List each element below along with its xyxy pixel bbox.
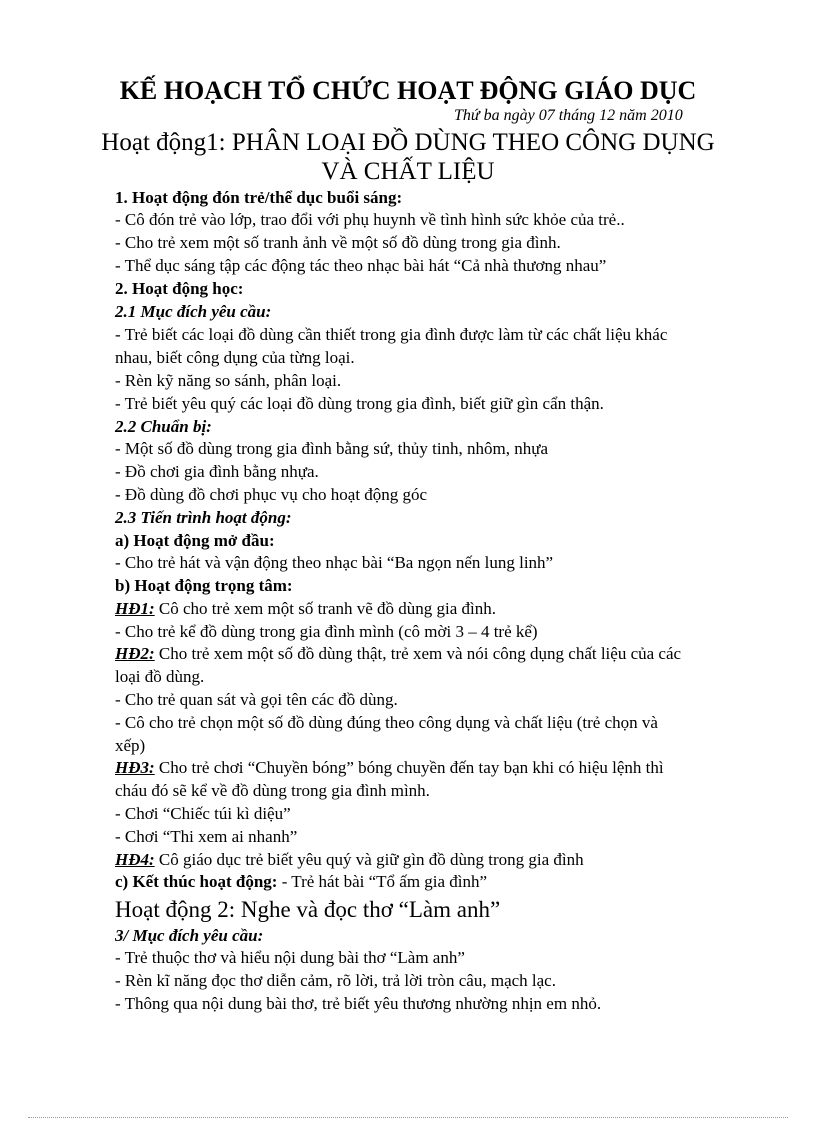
hd1-label: HĐ1: bbox=[115, 599, 155, 618]
activity1-title-line1: Hoạt động1: PHÂN LOẠI ĐỒ DÙNG THEO CÔNG DỤNG bbox=[101, 129, 715, 156]
section3-line: - Trẻ thuộc thơ và hiểu nội dung bài thơ “Làm anh” bbox=[115, 948, 465, 967]
section2-heading: 2. Hoạt động học: bbox=[115, 279, 244, 298]
document-title: KẾ HOẠCH TỔ CHỨC HOẠT ĐỘNG GIÁO DỤC bbox=[119, 76, 697, 105]
section22-heading: 2.2 Chuẩn bị: bbox=[115, 417, 212, 436]
section23-heading: 2.3 Tiến trình hoạt động: bbox=[115, 508, 292, 527]
activity2-title: Hoạt động 2: Nghe và đọc thơ “Làm anh” bbox=[115, 897, 501, 922]
hd2-line: - Cô cho trẻ chọn một số đồ dùng đúng theo công dụng và chất liệu (trẻ chọn và bbox=[115, 713, 658, 732]
hd2-line: loại đồ dùng. bbox=[115, 667, 205, 686]
hd4-text: Cô giáo dục trẻ biết yêu quý và giữ gìn đồ dùng trong gia đình bbox=[154, 850, 584, 869]
hd2-line: xếp) bbox=[115, 736, 146, 755]
section1-heading: 1. Hoạt động đón trẻ/thể dục buổi sáng: bbox=[115, 188, 403, 207]
activity1-title-line2: VÀ CHẤT LIỆU bbox=[321, 158, 495, 185]
section22-line: - Một số đồ dùng trong gia đình bằng sứ, thủy tinh, nhôm, nhựa bbox=[115, 439, 549, 458]
opening-activity-line: - Cho trẻ hát và vận động theo nhạc bài “Ba ngọn nến lung linh” bbox=[115, 553, 554, 572]
hd3-text: Cho trẻ chơi “Chuyền bóng” bóng chuyền đến tay bạn khi có hiệu lệnh thì bbox=[154, 758, 664, 777]
hd1-line: - Cho trẻ kể đồ dùng trong gia đình mình (cô mời 3 – 4 trẻ kể) bbox=[115, 622, 538, 641]
hd4-label: HĐ4: bbox=[115, 850, 155, 869]
hd2-label: HĐ2: bbox=[115, 644, 155, 663]
closing-activity-text: - Trẻ hát bài “Tổ ấm gia đình” bbox=[281, 872, 488, 891]
section3-heading: 3/ Mục đích yêu cầu: bbox=[115, 926, 264, 945]
core-activity-heading: b) Hoạt động trọng tâm: bbox=[115, 576, 293, 595]
hd2-line: - Cho trẻ quan sát và gọi tên các đồ dùng. bbox=[115, 690, 398, 709]
section21-line: - Rèn kỹ năng so sánh, phân loại. bbox=[115, 371, 342, 390]
closing-activity-line bbox=[115, 871, 487, 893]
section21-heading: 2.1 Mục đích yêu cầu: bbox=[115, 302, 272, 321]
hd1-text: Cô cho trẻ xem một số tranh vẽ đồ dùng gia đình. bbox=[154, 599, 497, 618]
hd3-line: - Chơi “Thi xem ai nhanh” bbox=[115, 827, 298, 846]
hd3-label: HĐ3: bbox=[115, 758, 155, 777]
hd1-line bbox=[115, 598, 496, 620]
section3-line: - Thông qua nội dung bài thơ, trẻ biết yêu thương nhường nhịn em nhỏ. bbox=[115, 994, 602, 1013]
hd4-line bbox=[115, 849, 584, 871]
hd2-line bbox=[115, 643, 681, 665]
page-bottom-divider bbox=[28, 1117, 788, 1118]
section22-line: - Đồ chơi gia đình bằng nhựa. bbox=[115, 462, 319, 481]
hd3-line: cháu đó sẽ kể về đồ dùng trong gia đình mình. bbox=[115, 781, 430, 800]
section1-line: - Cho trẻ xem một số tranh ảnh về một số đồ dùng trong gia đình. bbox=[115, 233, 561, 252]
opening-activity-heading: a) Hoạt động mở đầu: bbox=[115, 531, 275, 550]
section21-line: - Trẻ biết các loại đồ dùng cần thiết trong gia đình được làm từ các chất liệu khác bbox=[115, 325, 668, 344]
section3-line: - Rèn kĩ năng đọc thơ diễn cảm, rõ lời, trả lời tròn câu, mạch lạc. bbox=[115, 971, 556, 990]
hd3-line bbox=[115, 757, 664, 779]
section21-line: nhau, biết công dụng của từng loại. bbox=[115, 348, 355, 367]
document-date: Thứ ba ngày 07 tháng 12 năm 2010 bbox=[454, 107, 683, 124]
hd2-text: Cho trẻ xem một số đồ dùng thật, trẻ xem và nói công dụng chất liệu của các bbox=[154, 644, 682, 663]
hd3-line: - Chơi “Chiếc túi kì diệu” bbox=[115, 804, 291, 823]
section1-line: - Cô đón trẻ vào lớp, trao đổi với phụ huynh về tình hình sức khỏe của trẻ.. bbox=[115, 210, 625, 229]
section22-line: - Đồ dùng đồ chơi phục vụ cho hoạt động góc bbox=[115, 485, 428, 504]
closing-activity-heading: c) Kết thúc hoạt động: bbox=[115, 872, 282, 891]
section21-line: - Trẻ biết yêu quý các loại đồ dùng trong gia đình, biết giữ gìn cẩn thận. bbox=[115, 394, 604, 413]
section1-line: - Thể dục sáng tập các động tác theo nhạc bài hát “Cả nhà thương nhau” bbox=[115, 256, 607, 275]
